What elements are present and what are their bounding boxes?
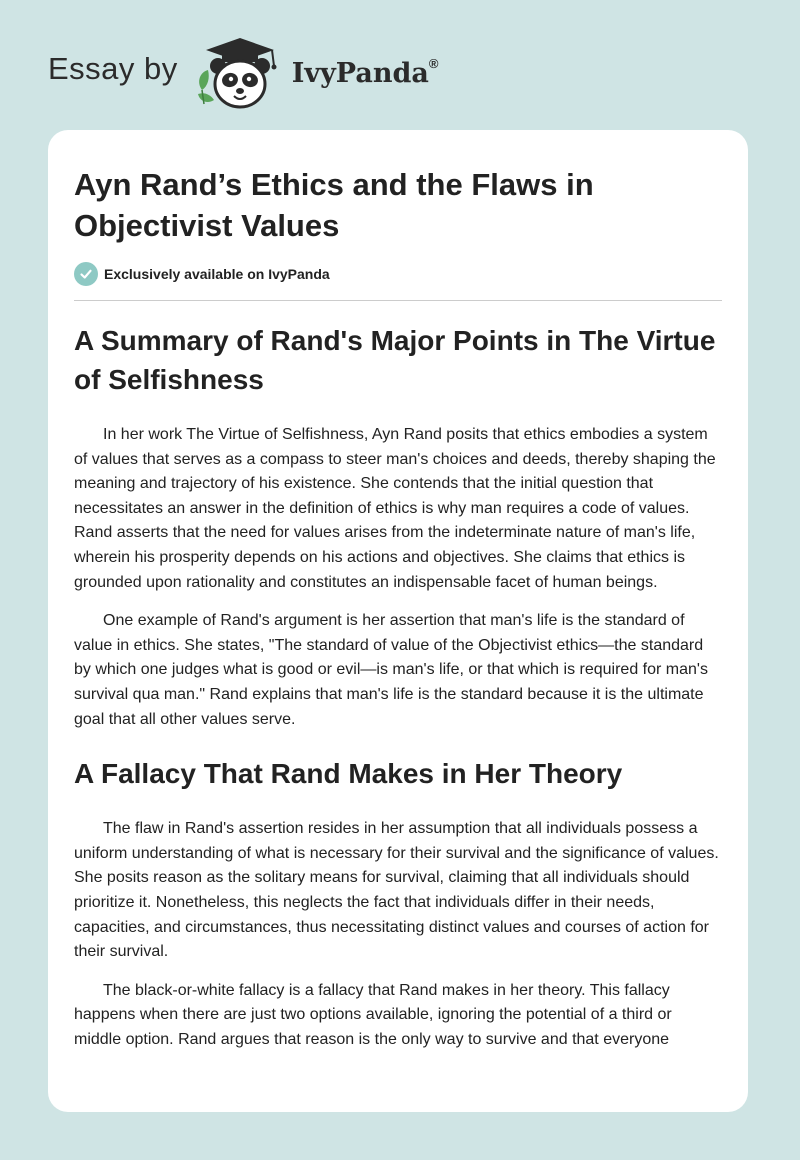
paragraph: In her work The Virtue of Selfishness, Ayn Rand posits that ethics embodies a system of values that serves as a compass to steer man's choices and deeds, thereby shaping the meaning and trajectory of his existence. She contends that the initial question that necessitates an answer in the definition of ethics is why man requires a code of values. Rand asserts that the need for values arises from the indeterminate nature of man's life, wherein his prosperity depends on his actions and objectives. She claims that ethics is grounded upon rationality and constitutes an indispensable facet of human beings.	[74, 426, 716, 591]
paragraph: The flaw in Rand's assertion resides in her assumption that all individuals possess a uniform understanding of what is necessary for their survival and the significance of values. She posits reason as the solitary means for survival, claiming that all individuals should prioritize it. Nonetheless, this neglects the fact that individuals differ in their needs, capacities, and circumstances, thus necessitating distinct values and courses of action for their survival.	[74, 820, 719, 961]
brand-name-text: IvyPanda	[291, 57, 429, 89]
check-icon	[74, 262, 98, 286]
exclusive-badge	[74, 262, 722, 301]
brand-name	[291, 55, 439, 89]
leaf-icon	[198, 70, 214, 104]
article-card	[48, 130, 748, 1112]
panda-logo-icon	[192, 32, 288, 112]
site-header	[48, 32, 438, 112]
registered-mark: ®	[428, 55, 439, 71]
section-heading: A Fallacy That Rand Makes in Her Theory	[74, 758, 623, 790]
article-title: Ayn Rand’s Ethics and the Flaws in Objectivist Values	[74, 167, 594, 243]
paragraph: One example of Rand's argument is her assertion that man's life is the standard of value in ethics. She states, "The standard of value of the Objectivist ethics—the standard by which one judges what is good or evil—is man's life, or that which is required for man's survival qua man." Rand explains that man's life is the standard because it is the ultimate goal that all other values serve.	[74, 612, 708, 728]
essay-by-label: Essay by	[48, 51, 178, 86]
exclusive-label: Exclusively available on IvyPanda	[104, 266, 330, 282]
paragraph: The black-or-white fallacy is a fallacy that Rand makes in her theory. This fallacy happens when there are just two options available, ignoring the potential of a third or middle option. Rand argues that reason is the only way to survive and that everyone	[74, 981, 672, 1048]
section-heading: A Summary of Rand's Major Points in The Virtue of Selfishness	[74, 325, 716, 395]
ivypanda-logo-link[interactable]	[192, 32, 439, 112]
